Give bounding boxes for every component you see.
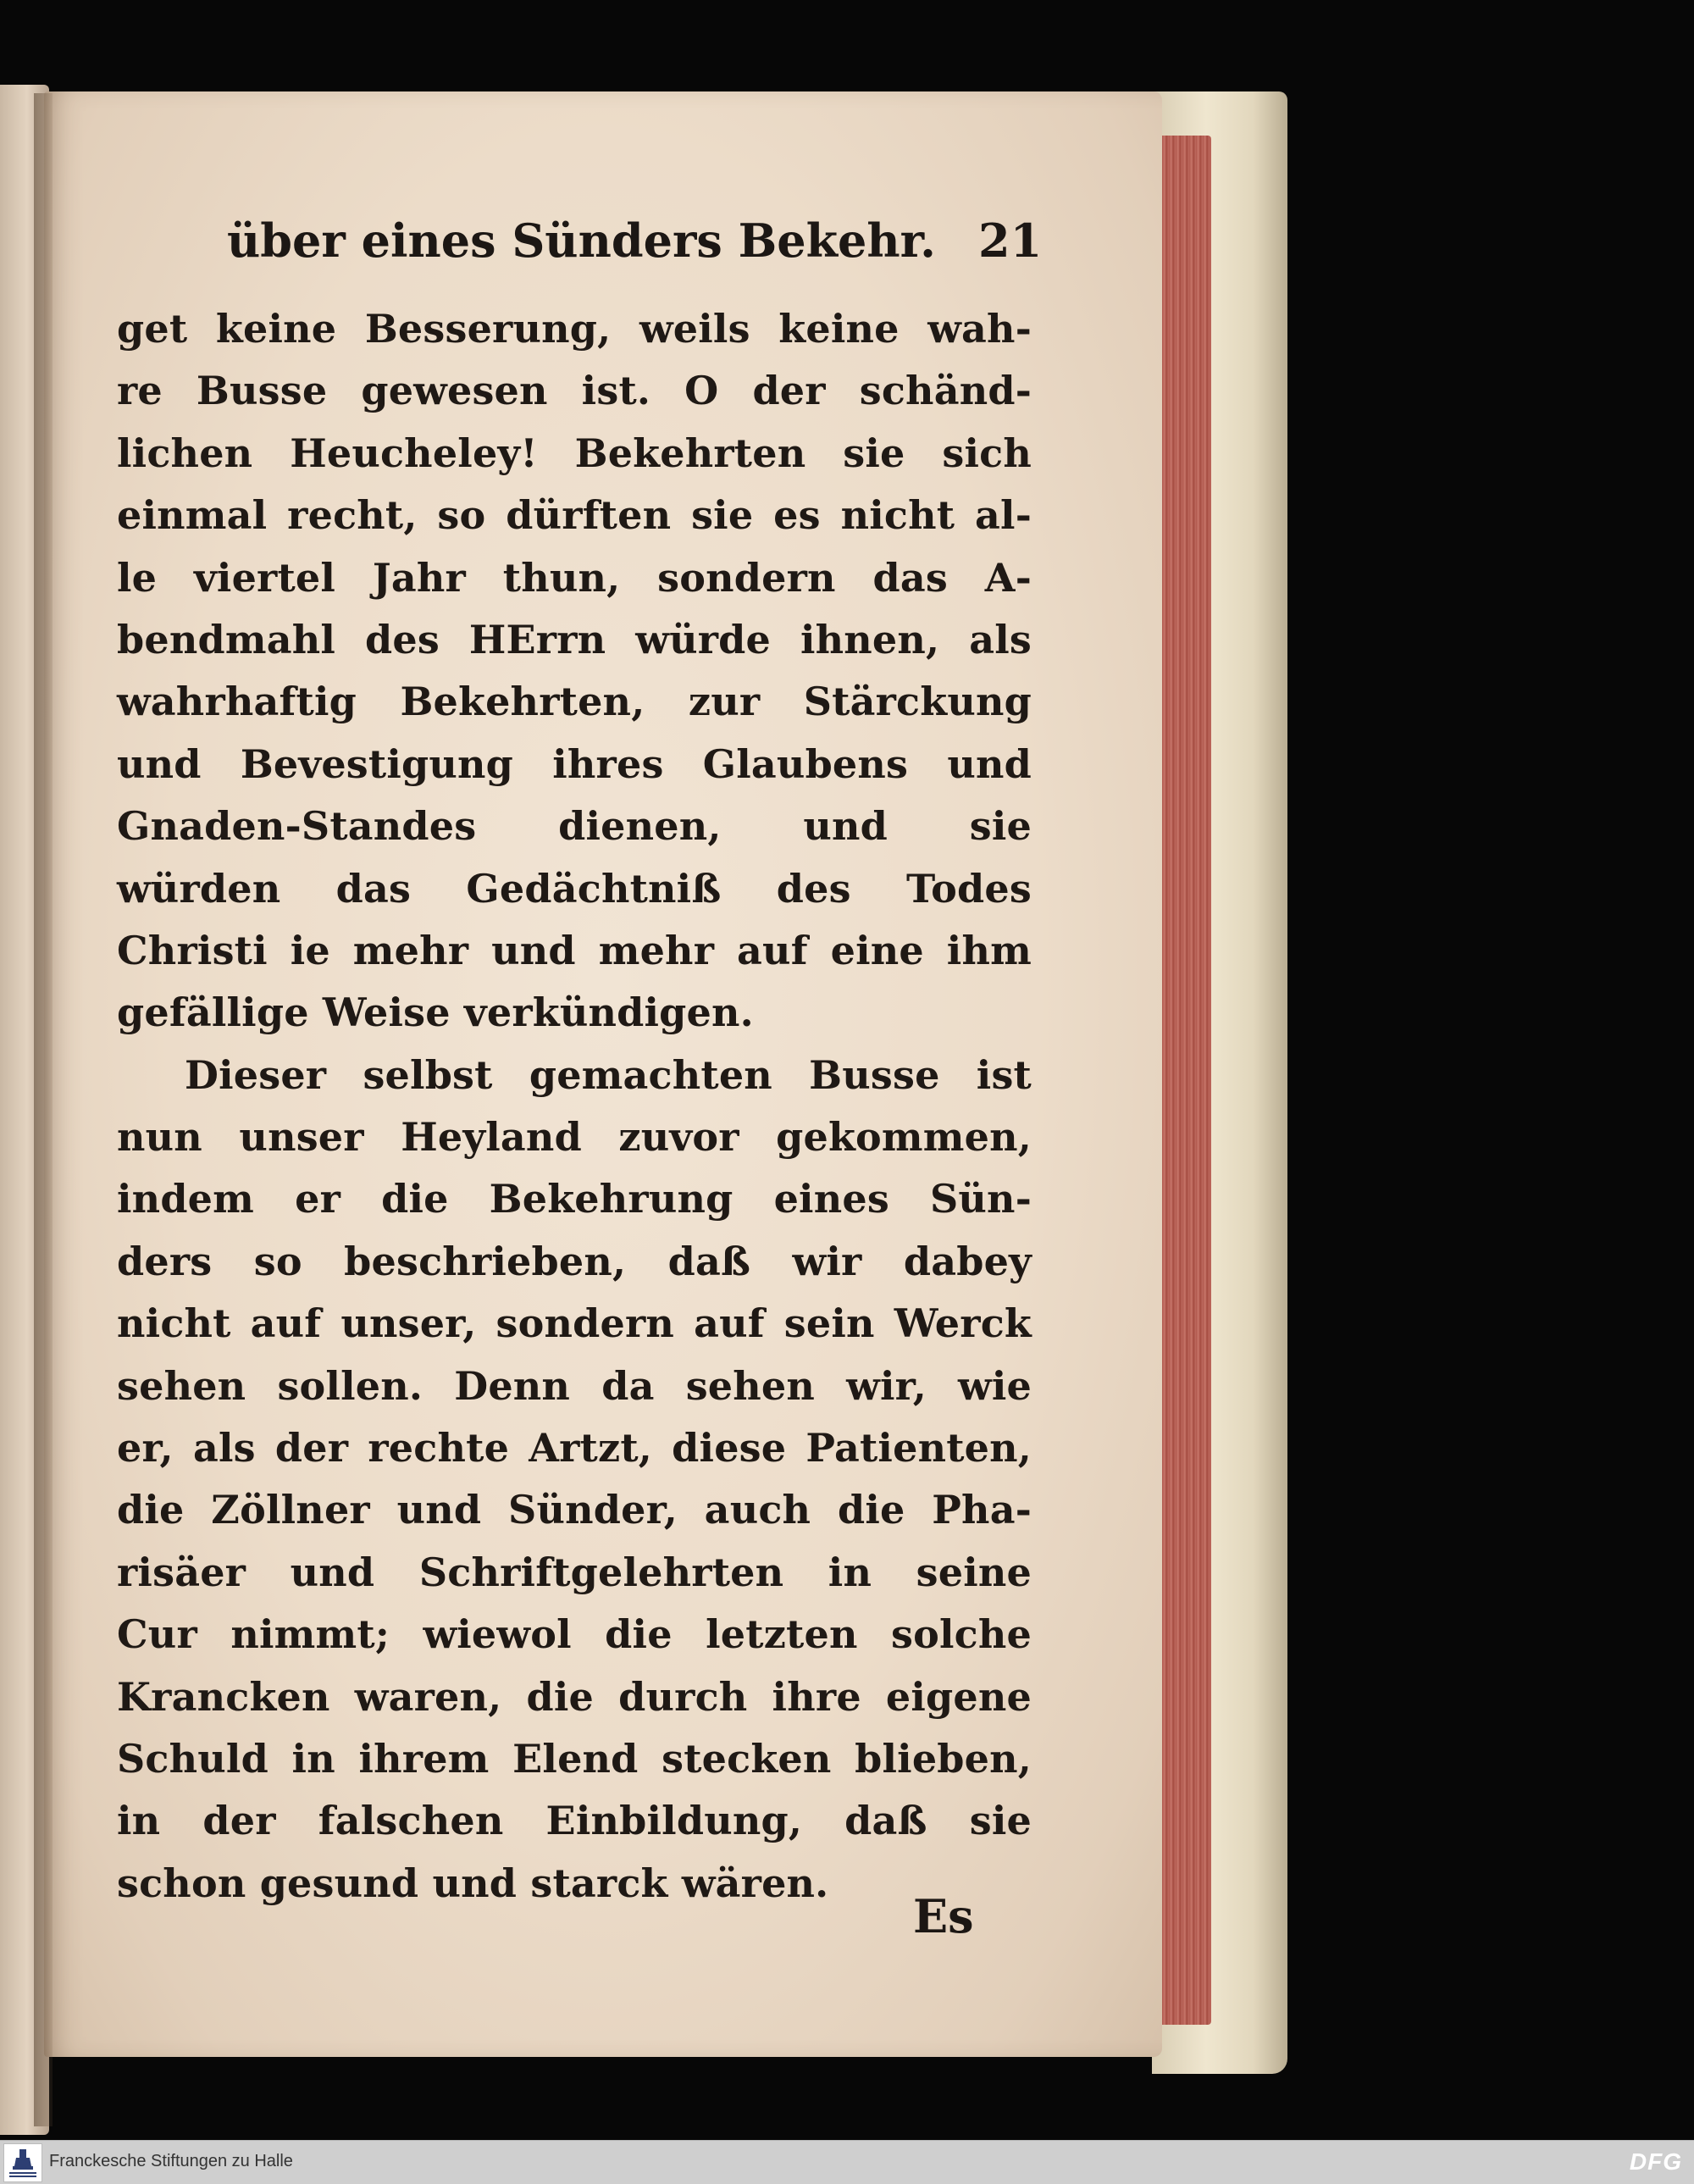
- text-line: lichen Heucheley! Bekehrten sie sich: [117, 430, 1032, 476]
- running-head: über eines Sünders Bekehr.: [227, 213, 936, 268]
- viewer-footer: [0, 2140, 1694, 2184]
- text-line: und Bevestigung ihres Glaubens und: [117, 740, 1032, 787]
- paragraph-end-line: gefällige Weise verkündigen.: [117, 989, 754, 1036]
- text-line: Christi ie mehr und mehr auf eine ihm: [117, 927, 1032, 973]
- text-line: sehen sollen. Denn da sehen wir, wie: [117, 1362, 1032, 1409]
- text-line: indem er die Bekehrung eines Sün-: [117, 1176, 1032, 1222]
- text-line: Krancken waren, die durch ihre eigene: [117, 1673, 1032, 1720]
- text-line: nicht auf unser, sondern auf sein Werck: [117, 1300, 1032, 1347]
- catchword: Es: [913, 1889, 974, 1943]
- text-line: bendmahl des HErrn würde ihnen, als: [117, 616, 1032, 662]
- text-line: Schuld in ihrem Elend stecken blieben,: [117, 1735, 1032, 1782]
- text-line: ders so beschrieben, daß wir dabey: [117, 1238, 1032, 1284]
- text-line: Gnaden-Standes dienen, und sie: [117, 803, 1032, 850]
- text-line: le viertel Jahr thun, sondern das A-: [117, 554, 1032, 601]
- paragraph-end-line: schon gesund und starck wären.: [117, 1860, 829, 1906]
- text-line: risäer und Schriftgelehrten in seine: [117, 1549, 1032, 1595]
- text-line: get keine Besserung, weils keine wah-: [117, 306, 1032, 352]
- book-gutter: [34, 93, 53, 2126]
- text-line: die Zöllner und Sünder, auch die Pha-: [117, 1487, 1032, 1533]
- dfg-logo: DFG: [1629, 2148, 1682, 2175]
- text-line: nun unser Heyland zuvor gekommen,: [117, 1114, 1032, 1161]
- text-line: einmal recht, so dürften sie es nicht al-: [117, 492, 1032, 539]
- text-line: Cur nimmt; wiewol die letzten solche: [117, 1611, 1032, 1658]
- text-line: wahrhaftig Bekehrten, zur Stärckung: [117, 679, 1032, 725]
- text-line: würden das Gedächtniß des Todes: [117, 865, 1032, 912]
- text-line: re Busse gewesen ist. O der schänd-: [117, 368, 1032, 414]
- institution-name: Franckesche Stiftungen zu Halle: [49, 2152, 293, 2170]
- page-number: 21: [978, 213, 1043, 268]
- text-line: in der falschen Einbildung, daß sie: [117, 1798, 1032, 1844]
- paragraph-start-line: Dieser selbst gemachten Busse ist: [185, 1051, 1032, 1098]
- text-line: er, als der rechte Artzt, diese Patienten,: [117, 1425, 1032, 1472]
- institution-logo-icon: [3, 2143, 42, 2182]
- body-text: [117, 298, 1032, 1915]
